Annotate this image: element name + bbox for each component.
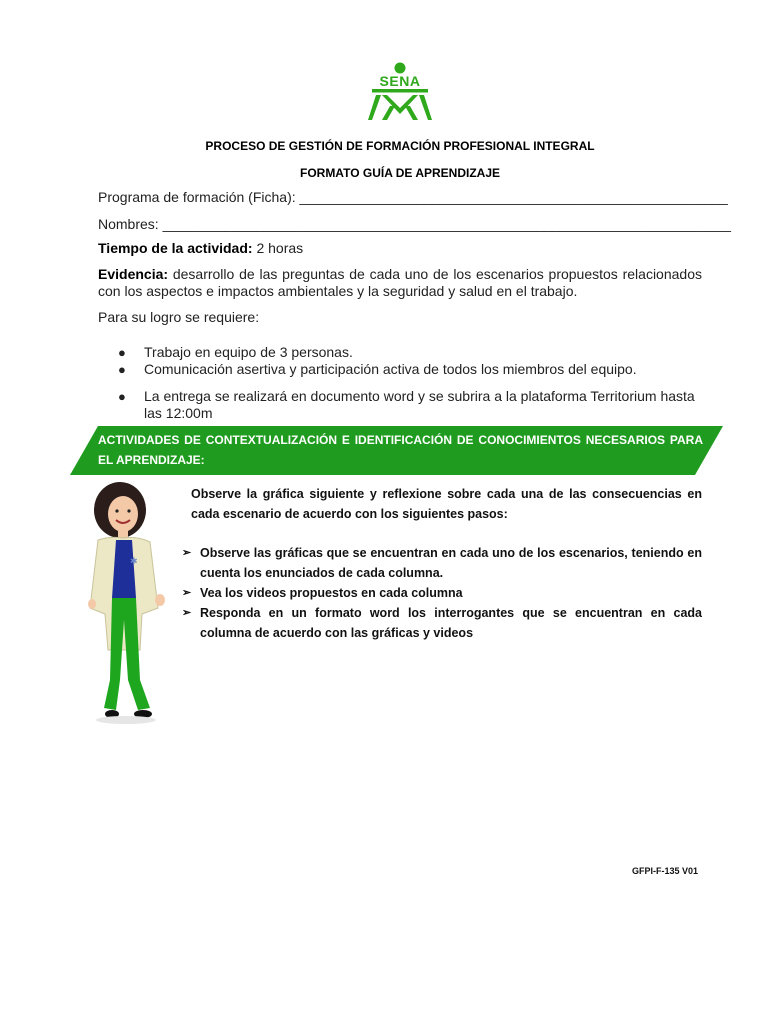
bullet-icon: ● — [118, 389, 126, 404]
requisitos-intro: Para su logro se requiere: — [98, 309, 260, 325]
sena-logo — [368, 62, 432, 124]
step-text: Responda en un formato word los interrogantes que se encuentran en cada columna de acuerdo con las gráficas y videos — [200, 606, 702, 640]
arrowhead-bullet-icon: ➢ — [182, 587, 192, 599]
list-item-text: Comunicación asertiva y participación activa de todos los miembros del equipo. — [144, 361, 637, 377]
document-subtitle: FORMATO GUÍA DE APRENDIZAJE — [299, 166, 500, 180]
bullet-icon: ● — [118, 362, 126, 377]
bullet-icon: ● — [118, 345, 126, 360]
evidencia-paragraph — [98, 266, 702, 300]
evidencia-text: desarrollo de las preguntas de cada uno de los escenarios propuestos relacionados con los aspectos e impactos ambientales y la seguridad y salud en el trabajo. — [98, 266, 702, 299]
programa-field: Programa de formación (Ficha): _______________________________________________________ — [98, 189, 728, 205]
evidencia-label: Evidencia: — [98, 266, 169, 282]
document-code: GFPI-F-135 V01 — [632, 866, 699, 876]
section-banner-title: ACTIVIDADES DE CONTEXTUALIZACIÓN E IDENTIFICACIÓN DE CONOCIMIENTOS NECESARIOS PARA EL APRENDIZAJE: — [98, 433, 703, 467]
document-title: PROCESO DE GESTIÓN DE FORMACIÓN PROFESIONAL INTEGRAL — [205, 139, 595, 153]
list-item-text: Trabajo en equipo de 3 personas. — [144, 344, 353, 360]
arrowhead-bullet-icon: ➢ — [182, 607, 192, 619]
nombres-field: Nombres: _________________________________________________________________________ — [98, 216, 731, 232]
tiempo-line — [98, 240, 303, 256]
list-item-text: La entrega se realizará en documento word y se subrira a la plataforma Territorium hasta las 12:00m — [144, 388, 695, 421]
woman-illustration — [80, 480, 170, 728]
svg-text:✱: ✱ — [130, 557, 138, 567]
activity-intro: Observe la gráfica siguiente y reflexione sobre cada una de las consecuencias en cada escenario de acuerdo con los siguientes pasos: — [191, 487, 702, 521]
tiempo-label: Tiempo de la actividad: — [98, 240, 253, 256]
tiempo-value: 2 horas — [252, 240, 304, 256]
arrowhead-bullet-icon: ➢ — [182, 547, 192, 559]
logo-text: SENA — [379, 73, 421, 89]
step-text: Observe las gráficas que se encuentran en cada uno de los escenarios, teniendo en cuenta los enunciados de cada columna. — [200, 546, 702, 580]
step-text: Vea los videos propuestos en cada columna — [200, 586, 463, 600]
sena-emblem-icon — [368, 62, 432, 124]
